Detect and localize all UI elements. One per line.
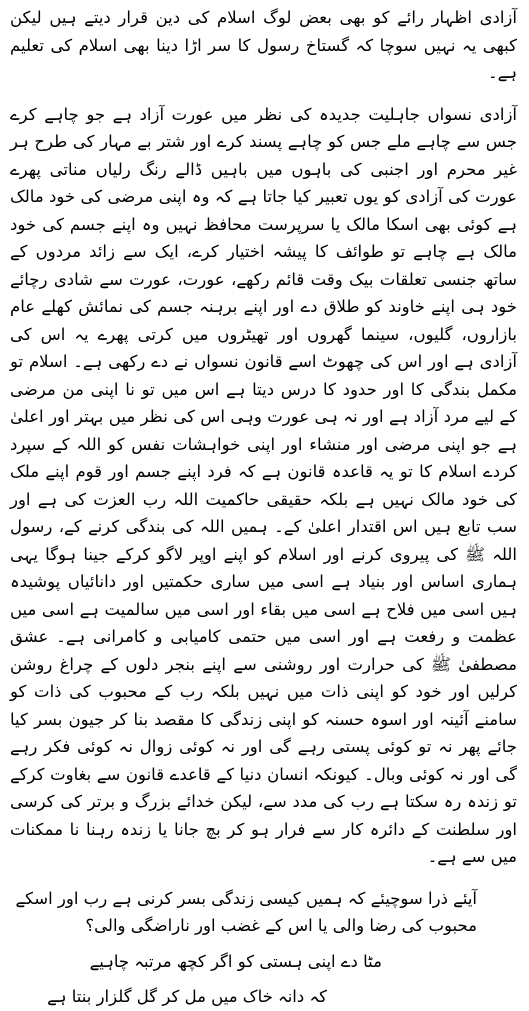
verse-spacer xyxy=(10,940,517,948)
main-paragraph: آزادی نسواں جاہلیت جدیدہ کی نظر میں عورت آزاد ہے جو چاہے کرے جس سے چاہے ملے جس کو چاہے پسند کرے اور شتر بے مہار کی طرح ہر غیر محرم اور اجنبی کی باہوں میں باہیں ڈالے رنگ رلیاں مناتی پھرے عورت کی آزادی کو یوں تعبیر کیا جاتا ہے کہ وہ اپنی مرضی کی خود مالک ہے کوئی بھی اسکا مالک یا سرپرست محافظ نہیں وہ اپنے جسم کی خود مالک ہے چاہے تو طوائف کا پیشہ اختیار کرے، ایک سے زائد مردوں کے ساتھ جنسی تعلقات بیک وقت قائم رکھے، عورت، عورت سے شادی رچائے خود ہی اپنے خاوند کو طلاق دے اور اپنے برہنہ جسم کی نمائش کھلے عام بازاروں، گلیوں، سینما گھروں اور تھیٹروں میں کرتی پھرے یہ اس کی آزادی ہے اور اس کی چھوٹ اسے قانون نسواں نے دے رکھی ہے۔ اسلام تو مکمل بندگی کا اور حدود کا درس دیتا ہے اس میں تو نا اپنی من مرضی کے لیے مرد آزاد ہے اور نہ ہی عورت وہی اس کی نظر میں بہتر اور اعلیٰ ہے جو اپنی مرضی اور منشاء اور اپنی خواہشات نفس کو اللہ کے سپرد کردے اسلام کا تو یہ قاعدہ قانون ہے کہ فرد اپنے جسم اور قوم اپنے ملک کی خود مالک نہیں ہے بلکہ حقیقی حاکمیت اللہ رب العزت کی ہے اور سب تابع ہیں اس اقتدار اعلیٰ کے۔ ہمیں اللہ کی بندگی کرنے کے، رسول اللہ ﷺ کی پیروی کرنے اور اسلام کو اپنے اوپر لاگو کرکے جینا ہوگا یہی ہماری اساس اور بنیاد ہے اسی میں ساری حکمتیں اور دانائیاں پوشیدہ ہیں اسی میں فلاح ہے اسی میں بقاء اور اسی میں سالمیت ہے اسی میں عظمت و رفعت ہے اور اسی میں حتمی کامیابی و کامرانی ہے۔ عشق مصطفیٰ ﷺ کی حرارت اور روشنی سے اپنے بنجر دلوں کے چراغ روشن کرلیں اور خود کو اپنی ذات میں نہیں بلکہ رب کے محبوب کی ذات کو سامنے آئینہ اور اسوہ حسنہ کو اپنی زندگی کا مقصد بنا کر جیون بسر کیا جائے پھر نہ تو کوئی پستی رہے گی اور نہ کوئی زوال نہ کوئی فکر رہے گی اور نہ کوئی وبال۔ کیونکہ انسان دنیا کے قاعدے قانون سے بغاوت کرکے تو زندہ رہ سکتا ہے رب کی مدد سے، لیکن خدائے بزرگ و برتر کی کرسی اور سلطنت کے دائرہ کار سے فرار ہو کر بچ جانا یا زندہ رہنا نا ممکنات میں سے ہے۔ xyxy=(10,104,517,866)
verse-spacer xyxy=(10,975,517,983)
paragraph-spacer xyxy=(10,871,517,885)
intro-paragraph: آزادی اظہار رائے کو بھی بعض لوگ اسلام کی دین قرار دیتے ہیں لیکن کبھی یہ نہیں سوچا کہ گستاخ رسول کا سر اڑا دینا بھی اسلام کی تعلیم ہے۔ xyxy=(10,8,517,82)
verse-line-1: مٹا دے اپنی ہستی کو اگر کچھ مرتبہ چاہیے xyxy=(89,951,382,971)
paragraph-spacer xyxy=(10,87,517,101)
verse-line-2: کہ دانہ خاک میں مل کر گل گلزار بنتا ہے xyxy=(47,987,327,1006)
question-line: آیئے ذرا سوچیئے کہ ہمیں کیسی زندگی بسر کرنی ہے رب اور اسکے محبوب کی رضا والی یا اس کے غضب اور ناراضگی والی؟ xyxy=(15,888,477,935)
